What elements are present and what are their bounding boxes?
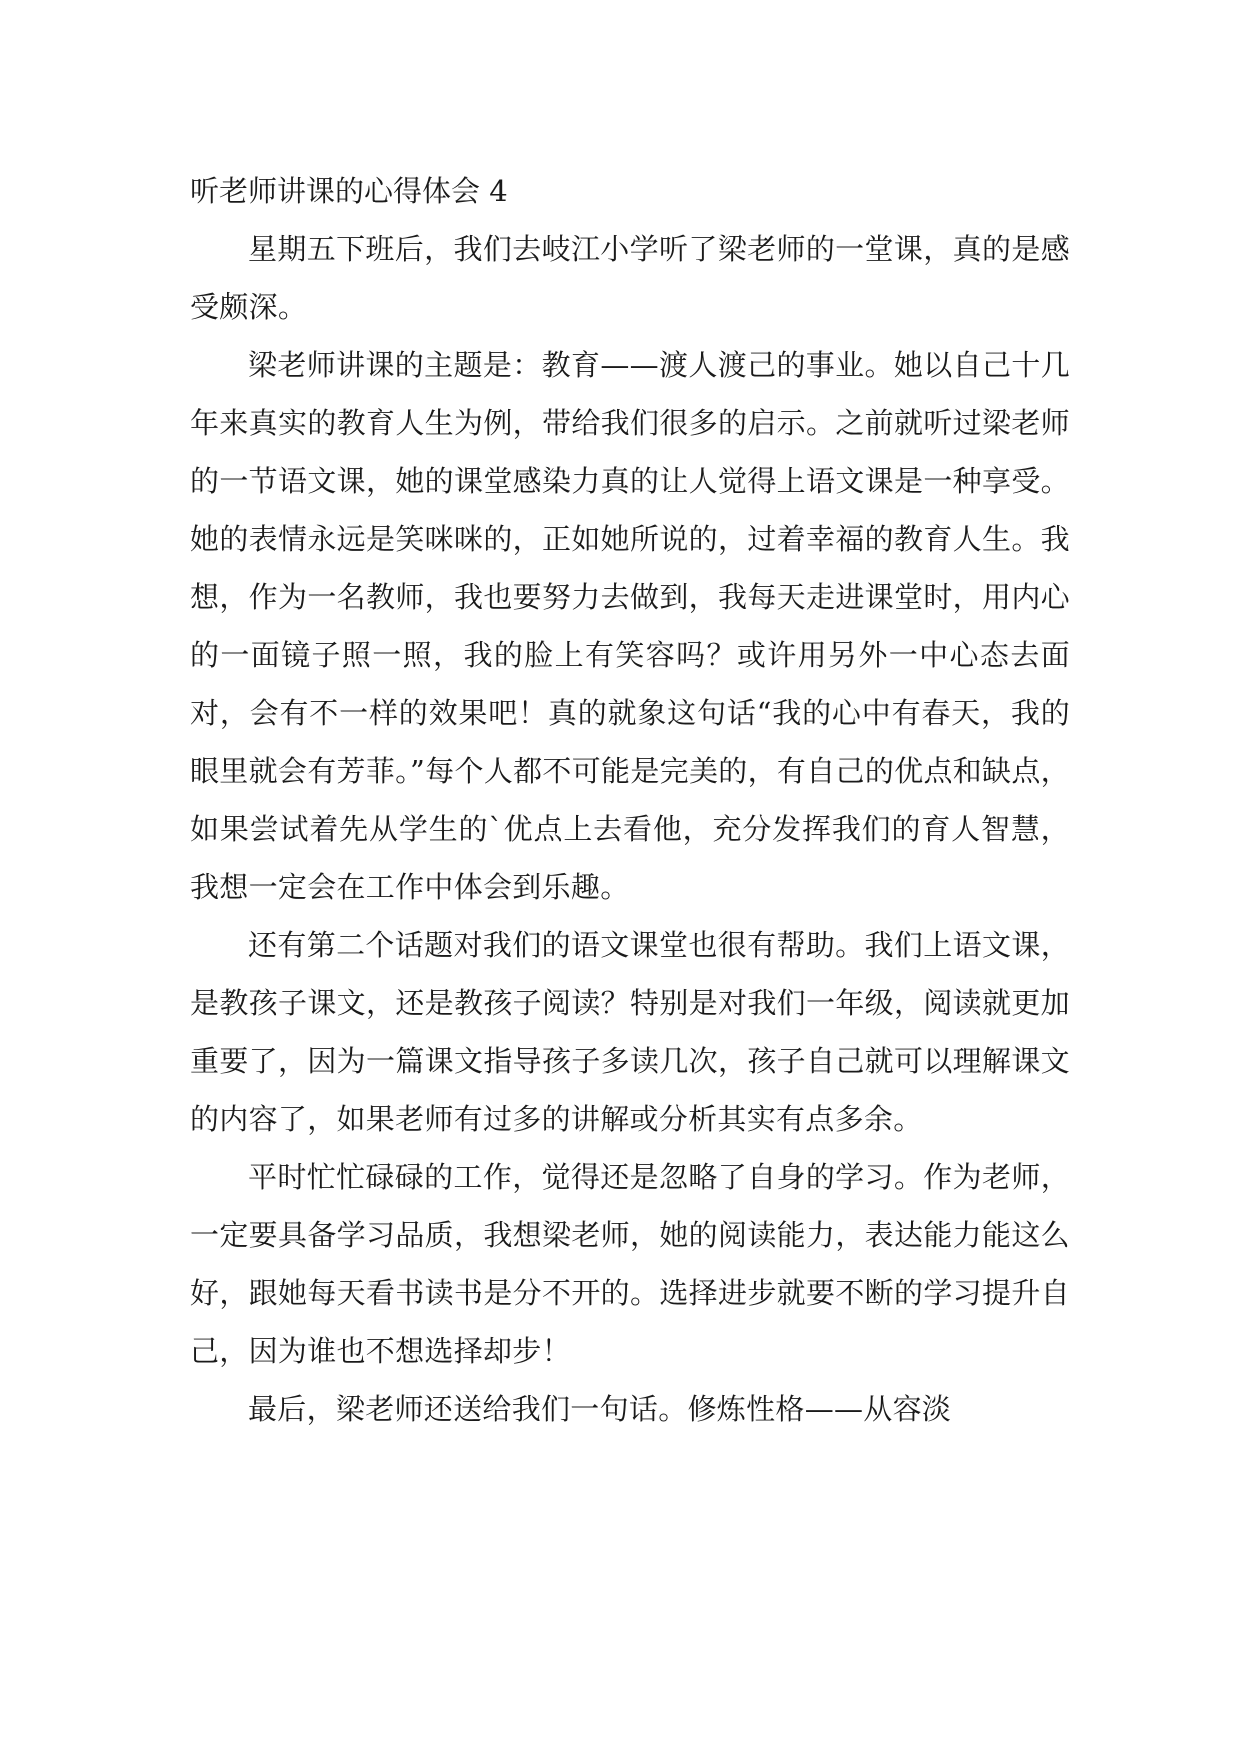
paragraph-4: 平时忙忙碌碌的工作，觉得还是忽略了自身的学习。作为老师，一定要具备学习品质，我想梁老师，她的阅读能力，表达能力能这么好，跟她每天看书读书是分不开的。选择进步就要不断的学习提升自己，因为谁也不想选择却步！ — [190, 1160, 1070, 1368]
paragraph-2: 梁老师讲课的主题是：教育——渡人渡己的事业。她以自己十几年来真实的教育人生为例，带给我们很多的启示。之前就听过梁老师的一节语文课，她的课堂感染力真的让人觉得上语文课是一种享受。她的表情永远是笑咪咪的，正如她所说的，过着幸福的教育人生。我想，作为一名教师，我也要努力去做到，我每天走进课堂时，用内心的一面镜子照一照，我的脸上有笑容吗？或许用另外一中心态去面对，会有不一样的效果吧！真的就象这句话“我的心中有春天，我的眼里就会有芳菲。”每个人都不可能是完美的，有自己的优点和缺点，如果尝试着先从学生的`优点上去看他，充分发挥我们的育人智慧，我想一定会在工作中体会到乐趣。 — [190, 348, 1070, 904]
document-title: 听老师讲课的心得体会 4 — [190, 174, 508, 208]
document-body — [190, 162, 1070, 1438]
paragraph-1: 星期五下班后，我们去岐江小学听了梁老师的一堂课，真的是感受颇深。 — [190, 232, 1070, 324]
paragraph-5: 最后，梁老师还送给我们一句话。修炼性格——从容淡 — [248, 1392, 952, 1426]
paragraph-3: 还有第二个话题对我们的语文课堂也很有帮助。我们上语文课，是教孩子课文，还是教孩子阅读？特别是对我们一年级，阅读就更加重要了，因为一篇课文指导孩子多读几次，孩子自己就可以理解课文的内容了，如果老师有过多的讲解或分析其实有点多余。 — [190, 928, 1070, 1136]
